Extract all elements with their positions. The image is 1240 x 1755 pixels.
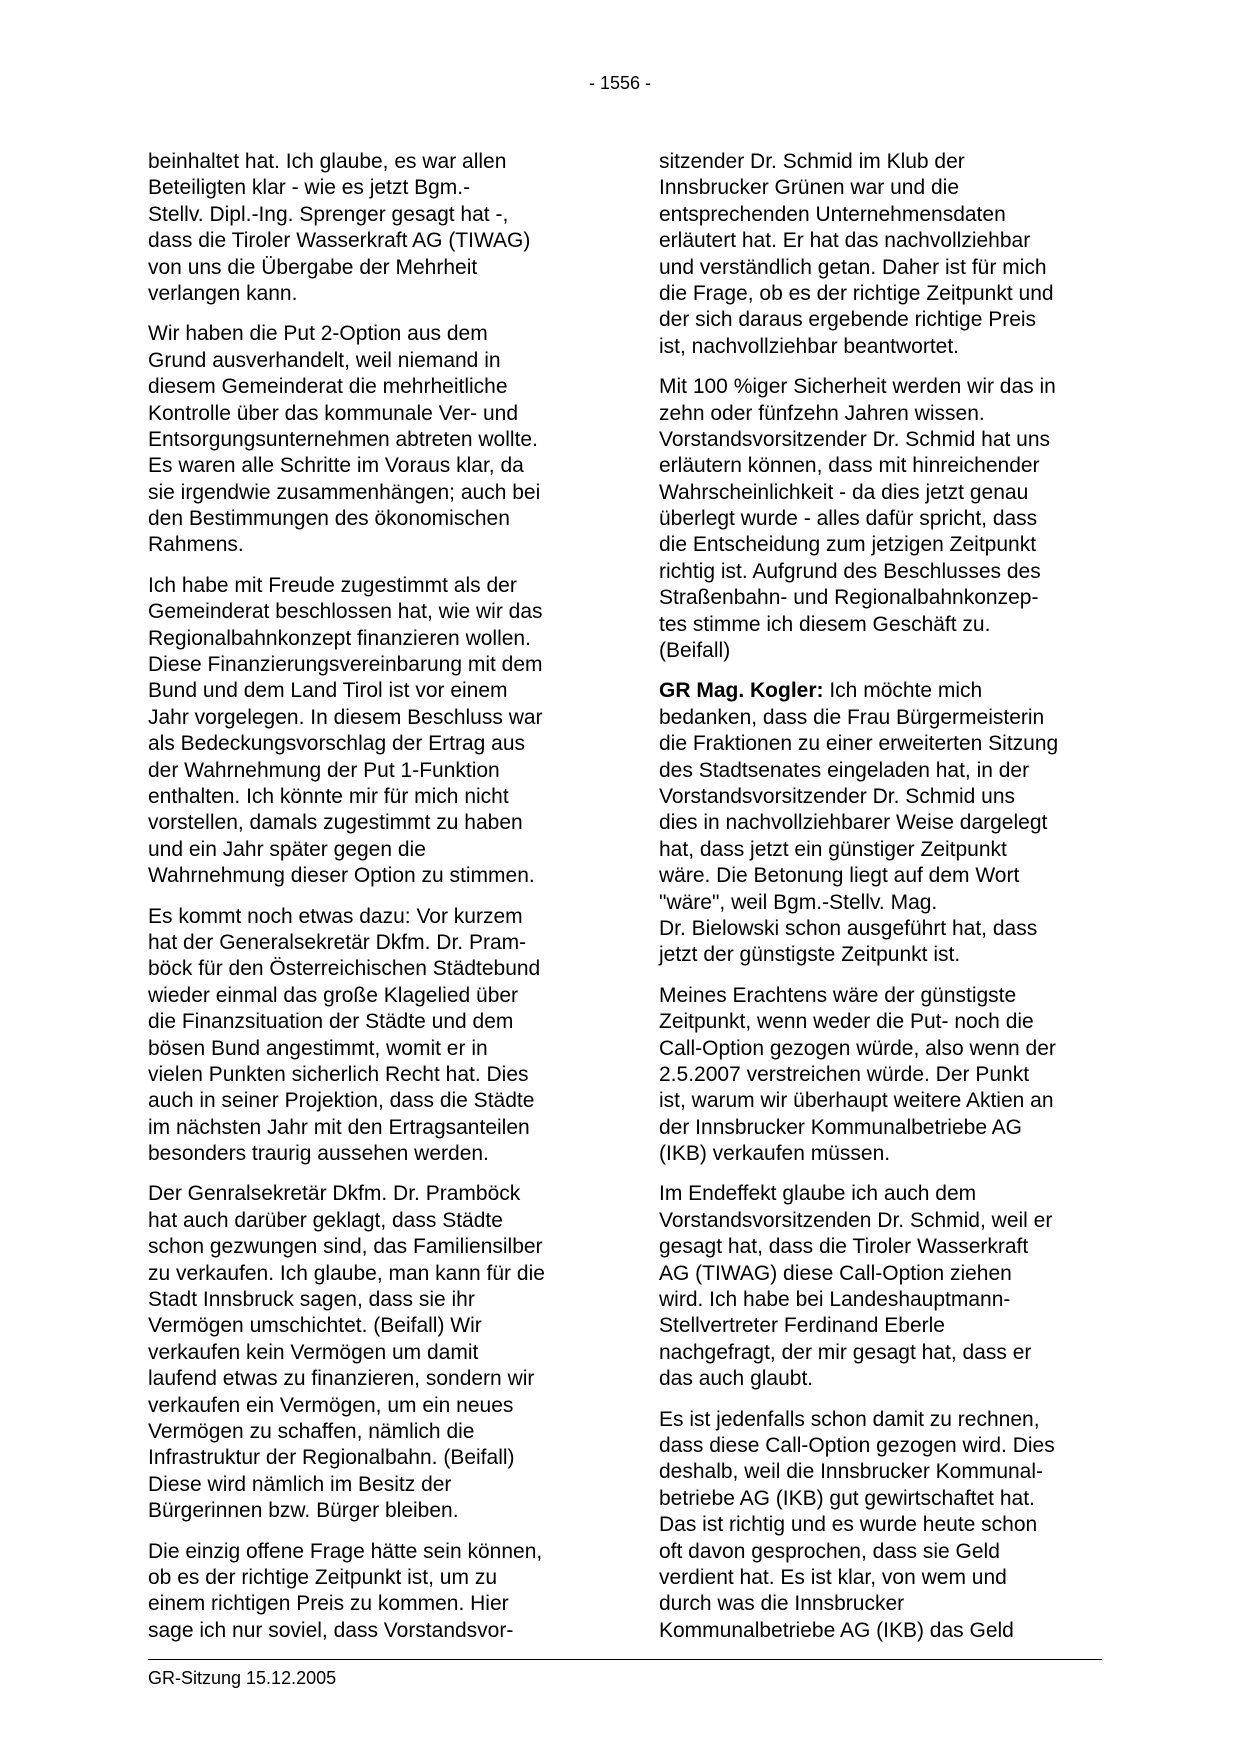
text-line: Das ist richtig und es wurde heute schon [659,1513,1038,1537]
text-line: durch was die Innsbrucker [659,1592,905,1616]
text-line: ob es der richtige Zeitpunkt ist, um zu [148,1565,497,1589]
speaker-name: GR Mag. Kogler: [659,679,824,703]
text-line: bedanken, dass die Frau Bürgermeisterin [659,705,1045,729]
text-line: hat auch darüber geklagt, dass Städte [148,1208,503,1232]
text-line: vorstellen, damals zugestimmt zu haben [148,811,523,835]
text-line: schon gezwungen sind, das Familiensilber [148,1235,543,1259]
text-line: wird. Ich habe bei Landeshauptmann- [659,1288,1011,1312]
paragraph [659,1181,1105,1392]
paragraph [659,678,1105,968]
text-line: nachgefragt, der mir gesagt hat, dass er [659,1340,1032,1364]
text-line: Rahmens. [148,533,244,557]
text-line: die Fraktionen zu einer erweiterten Sitzung [659,732,1059,756]
text-line: bösen Bund angestimmt, womit er in [148,1036,488,1060]
paragraph [659,1407,1105,1645]
text-line: Bund und dem Land Tirol ist vor einem [148,679,508,703]
text-line: sitzender Dr. Schmid im Klub der [659,150,965,173]
footer-session-date: GR-Sitzung 15.12.2005 [148,1668,337,1688]
text-line: Die einzig offene Frage hätte sein können, [148,1539,543,1563]
text-line: der Innsbrucker Kommunalbetriebe AG [659,1115,1023,1139]
text-line: "wäre", weil Bgm.-Stellv. Mag. [659,890,938,914]
paragraph [148,1539,594,1645]
text-line: enthalten. Ich könnte mir für mich nicht [148,784,509,808]
text-line: besonders traurig aussehen werden. [148,1142,489,1166]
text-line: Wahrscheinlichkeit - da dies jetzt genau [659,480,1029,504]
text-line: Vermögen umschichtet. (Beifall) Wir [148,1314,482,1338]
text-line: Diese Finanzierungsvereinbarung mit dem [148,653,543,677]
text-line: diesem Gemeinderat die mehrheitliche [148,375,508,399]
text-line: dies in nachvollziehbarer Weise dargelegt [659,811,1048,835]
text-line: (Beifall) [659,639,731,663]
text-line: Kommunalbetriebe AG (IKB) das Geld [659,1618,1014,1642]
text-line: Es ist jedenfalls schon damit zu rechnen, [659,1407,1040,1431]
text-line: überlegt wurde - alles dafür spricht, dass [659,507,1038,531]
footer-divider [148,1659,1102,1660]
text-line: dass diese Call-Option gezogen wird. Dies [659,1433,1055,1457]
text-line: sage ich nur soviel, dass Vorstandsvor- [148,1618,514,1642]
text-line: jetzt der günstigste Zeitpunkt ist. [659,943,961,967]
text-line: Jahr vorgelegen. In diesem Beschluss war [148,705,543,729]
text-line: Stellv. Dipl.-Ing. Sprenger gesagt hat -, [148,202,509,226]
text-line: wäre. Die Betonung liegt auf dem Wort [659,864,1020,888]
text-line: von uns die Übergabe der Mehrheit [148,255,478,279]
text-line: gesagt hat, dass die Tiroler Wasserkraft [659,1235,1029,1259]
paragraph [148,149,594,307]
text-line: Der Genralsekretär Dkfm. Dr. Pramböck [148,1182,521,1206]
text-line: und verständlich getan. Daher ist für mich [659,255,1047,279]
text-line: böck für den Österreichischen Städtebund [148,957,541,981]
text-line: Bürgerinnen bzw. Bürger bleiben. [148,1499,459,1523]
text-line: Grund ausverhandelt, weil niemand in [148,348,501,372]
text-line: Kontrolle über das kommunale Ver- und [148,401,519,425]
text-line: sie irgendwie zusammenhängen; auch bei [148,480,541,504]
text-line: der sich daraus ergebende richtige Preis [659,308,1037,332]
text-line: oft davon gesprochen, dass sie Geld [659,1539,1000,1563]
text-line: der Wahrnehmung der Put 1-Funktion [148,758,500,782]
text-line: Mit 100 %iger Sicherheit werden wir das in [659,375,1056,399]
text-line: Vorstandsvorsitzenden Dr. Schmid, weil er [659,1208,1053,1232]
text-line: Vorstandsvorsitzender Dr. Schmid hat uns [659,427,1051,451]
text-line: Zeitpunkt, wenn weder die Put- noch die [659,1010,1034,1034]
page-number: - 1556 - [588,73,652,93]
text-line: Im Endeffekt glaube ich auch dem [659,1182,977,1206]
paragraph [148,1181,594,1524]
text-line: ist, nachvollziehbar beantwortet. [659,334,959,358]
text-line: Stadt Innsbruck sagen, dass sie ihr [148,1288,475,1312]
text-line: ist, warum wir überhaupt weitere Aktien an [659,1089,1054,1113]
text-line: einem richtigen Preis zu kommen. Hier [148,1592,509,1616]
paragraph [148,904,594,1168]
text-line: zu verkaufen. Ich glaube, man kann für die [148,1261,545,1285]
text-line: Call-Option gezogen würde, also wenn der [659,1036,1056,1060]
text-line: dass die Tiroler Wasserkraft AG (TIWAG) [148,229,531,253]
text-line: (IKB) verkaufen müssen. [659,1142,891,1166]
text-line: Entsorgungsunternehmen abtreten wollte. [148,427,538,451]
text-line: und ein Jahr später gegen die [148,837,426,861]
text-line: Infrastruktur der Regionalbahn. (Beifall) [148,1446,515,1470]
text-line: vielen Punkten sicherlich Recht hat. Dies [148,1062,529,1086]
text-line: 2.5.2007 verstreichen würde. Der Punkt [659,1062,1030,1086]
text-line: die Finanzsituation der Städte und dem [148,1010,514,1034]
text-line: verdient hat. Es ist klar, von wem und [659,1565,1007,1589]
text-line: Vorstandsvorsitzender Dr. Schmid uns [659,784,1015,808]
text-line: das auch glaubt. [659,1367,814,1391]
text-line: verlangen kann. [148,281,298,305]
text-line: des Stadtsenates eingeladen hat, in der [659,758,1030,782]
text-line: Regionalbahnkonzept finanzieren wollen. [148,626,531,650]
text-line [659,678,1105,704]
text-line: die Frage, ob es der richtige Zeitpunkt und [659,281,1054,305]
text-line: den Bestimmungen des ökonomischen [148,507,510,531]
text-line: Wahrnehmung dieser Option zu stimmen. [148,864,535,888]
text-line: die Entscheidung zum jetzigen Zeitpunkt [659,533,1037,557]
text-line: deshalb, weil die Innsbrucker Kommunal- [659,1460,1044,1484]
speaker-text: Ich möchte mich [823,679,983,703]
text-line: Diese wird nämlich im Besitz der [148,1472,452,1496]
text-line: im nächsten Jahr mit den Ertragsanteilen [148,1115,530,1139]
text-line: Es waren alle Schritte im Voraus klar, da [148,454,524,478]
text-line: AG (TIWAG) diese Call-Option ziehen [659,1261,1012,1285]
text-line: Wir haben die Put 2-Option aus dem [148,322,488,346]
text-line: Stellvertreter Ferdinand Eberle [659,1314,945,1338]
text-line: Dr. Bielowski schon ausgeführt hat, dass [659,916,1038,940]
text-line: hat, dass jetzt ein günstiger Zeitpunkt [659,837,1007,861]
text-line: verkaufen kein Vermögen um damit [148,1340,479,1364]
text-line: Meines Erachtens wäre der günstigste [659,983,1017,1007]
text-line: Ich habe mit Freude zugestimmt als der [148,573,517,597]
paragraph [659,374,1105,664]
text-line: erläutert hat. Er hat das nachvollziehbar [659,229,1031,253]
text-line: zehn oder fünfzehn Jahren wissen. [659,401,985,425]
text-line: Innsbrucker Grünen war und die [659,176,959,200]
text-line: wieder einmal das große Klagelied über [148,983,519,1007]
text-line: richtig ist. Aufgrund des Beschlusses des [659,559,1041,583]
paragraph [148,321,594,559]
text-line: tes stimme ich diesem Geschäft zu. [659,612,991,636]
text-line: Es kommt noch etwas dazu: Vor kurzem [148,904,523,928]
text-line: auch in seiner Projektion, dass die Städte [148,1089,535,1113]
text-line: erläutern können, dass mit hinreichender [659,454,1040,478]
text-line: verkaufen ein Vermögen, um ein neues [148,1393,514,1417]
text-line: laufend etwas zu finanzieren, sondern wir [148,1367,535,1391]
left-column [148,149,594,1658]
text-line: Gemeinderat beschlossen hat, wie wir das [148,600,543,624]
text-line: als Bedeckungsvorschlag der Ertrag aus [148,732,526,756]
right-column [659,149,1105,1658]
paragraph [659,149,1105,360]
paragraph [659,983,1105,1168]
text-line: entsprechenden Unternehmensdaten [659,202,1006,226]
paragraph [148,573,594,890]
text-line: beinhaltet hat. Ich glaube, es war allen [148,150,507,173]
text-line: Vermögen zu schaffen, nämlich die [148,1419,475,1443]
text-line: hat der Generalsekretär Dkfm. Dr. Pram- [148,930,527,954]
text-line: betriebe AG (IKB) gut gewirtschaftet hat. [659,1486,1035,1510]
text-line: Straßenbahn- und Regionalbahnkonzep- [659,586,1039,610]
text-line: Beteiligten klar - wie es jetzt Bgm.- [148,176,471,200]
